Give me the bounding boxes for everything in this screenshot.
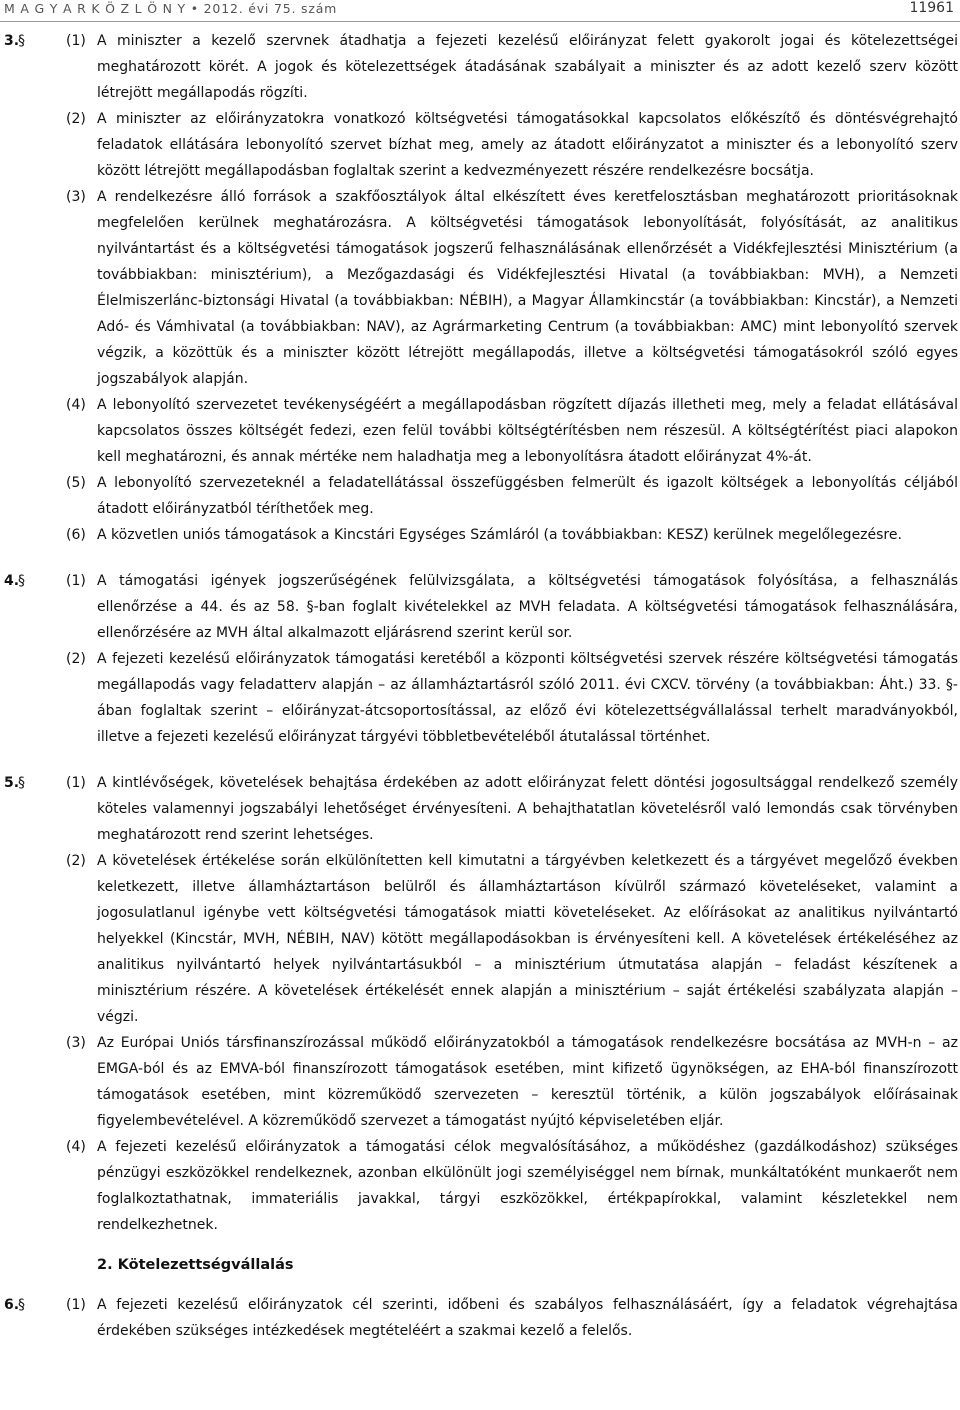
paragraph-number: (2)	[66, 853, 86, 869]
section-sign: §	[18, 775, 25, 791]
paragraph	[0, 392, 960, 470]
paragraph-number: (3)	[66, 1035, 86, 1051]
paragraph	[0, 522, 960, 548]
section-gap	[0, 548, 960, 568]
chapter-heading: 2. Kötelezettségvállalás	[97, 1257, 294, 1273]
paragraph-number: (1)	[66, 33, 86, 49]
paragraph	[0, 1134, 960, 1238]
paragraph	[0, 568, 960, 646]
paragraph-number: (1)	[66, 573, 86, 589]
paragraph-number: (6)	[66, 527, 86, 543]
paragraph-text: A követelések értékelése során elkülönítetten kell kimutatni a tárgyévben keletkezett és a tárgyévet megelőző években keletkezett, illetve államháztartáson belülről és államháztartáson kívülről származó követeléseket, valamint a jogosulatlanul igénybe vett költségvetési támogatások miatti követeléseket. Az előírásokat az analitikus nyilvántartó helyekkel (Kincstár, MVH, NÉBIH, NAV) kötött megállapodásokban is érvényesíteni kell. A követelések értékeléséhez az analitikus nyilvántartó helyek nyilvántartásukból – a minisztérium útmutatása alapján – feladást készítenek a minisztérium részére. A követelések értékelését ennek alapján a minisztérium – saját értékelési szabályzata alapján – végzi.	[97, 853, 958, 1025]
paragraph	[0, 770, 960, 848]
paragraph-number: (3)	[66, 189, 86, 205]
paragraph-number: (1)	[66, 775, 86, 791]
section-5	[0, 770, 960, 1238]
paragraph-text: A fejezeti kezelésű előirányzatok a támogatási célok megvalósításához, a működéshez (gazdálkodáshoz) szükséges pénzügyi eszközökkel rendelkeznek, azonban elkülönült jogi személyiséggel nem bírnak, munkáltatóként munkaerőt nem foglalkoztathatnak, immateriális javakkal, tárgyi eszközökkel, értékpapírokkal, valamint készletekkel nem rendelkezhetnek.	[97, 1139, 958, 1233]
paragraph-text: Az Európai Uniós társfinanszírozással működő előirányzatokból a támogatások rendelkezésre bocsátása az MVH-n – az EMGA-ból és az EMVA-ból finanszírozott támogatások esetében, mint kifizető ügynökségen, az EHA-ból finanszírozott támogatások esetében, mint közreműködő szervezeten – keresztül történik, a külön jogszabályok előírásainak figyelembevételével. A közreműködő szervezet a támogatást nyújtó képviseletében eljár.	[97, 1035, 958, 1129]
paragraph-text: A fejezeti kezelésű előirányzatok támogatási keretéből a központi költségvetési szervek részére költségvetési támogatás megállapodás vagy feladatterv alapján – az államháztartásról szóló 2011. évi CXCV. törvény (a továbbiakban: Áht.) 33. §-ában foglaltak szerint – előirányzat-átcsoportosítással, az előző évi kötelezettségvállalással terhelt maradványokból, illetve a fejezeti kezelésű előirányzat tárgyévi többletbevételéből átutalással történhet.	[97, 651, 958, 745]
page-number: 11961	[909, 0, 954, 16]
section-number: 5.	[4, 775, 20, 791]
paragraph-number: (1)	[66, 1297, 86, 1313]
paragraph-text: A kintlévőségek, követelések behajtása érdekében az adott előirányzat felett döntési jogosultsággal rendelkező személy köteles valamennyi jogszabályi lehetőséget érvényesíteni. A behajthatatlan követelésről való lemondás csak törvényben meghatározott rend szerint lehetséges.	[97, 775, 958, 843]
paragraph-text: A rendelkezésre álló források a szakfőosztályok által elkészített éves keretfelosztásban meghatározott prioritásoknak megfelelően kerülnek meghatározásra. A költségvetési támogatások lebonyolítását, folyósítását, az analitikus nyilvántartást és a költségvetési támogatások jogszerű felhasználásának ellenőrzését a Vidékfejlesztési Minisztérium (a továbbiakban: minisztérium), a Mezőgazdasági és Vidékfejlesztési Hivatal (a továbbiakban: MVH), a Nemzeti Élelmiszerlánc-biztonsági Hivatal (a továbbiakban: NÉBIH), a Magyar Államkincstár (a továbbiakban: Kincstár), a Nemzeti Adó- és Vámhivatal (a továbbiakban: NAV), az Agrármarketing Centrum (a továbbiakban: AMC) mint lebonyolító szervek végzik, a közöttük és a miniszter között létrejött megállapodás, illetve a költségvetési támogatásokról szóló egyes jogszabályok alapján.	[97, 189, 958, 387]
paragraph-number: (4)	[66, 1139, 86, 1155]
paragraph-text: A támogatási igények jogszerűségének felülvizsgálata, a költségvetési támogatások folyósítása, a felhasználás ellenőrzése a 44. és az 58. §-ban foglalt kivételekkel az MVH feladata. A költségvetési támogatások felhasználására, ellenőrzésére az MVH által alkalmazott eljárásrend szerint kerül sor.	[97, 573, 958, 641]
paragraph-text: A miniszter a kezelő szervnek átadhatja a fejezeti kezelésű előirányzat felett gyakorolt jogai és kötelezettségei meghatározott körét. A jogok és kötelezettségek átadásának szabályait a miniszter és az adott kezelő szerv között létrejött megállapodás rögzíti.	[97, 33, 958, 101]
section-3	[0, 28, 960, 548]
section-6	[0, 1292, 960, 1344]
paragraph	[0, 470, 960, 522]
paragraph-text: A lebonyolító szervezetet tevékenységéért a megállapodásban rögzített díjazás illetheti meg, mely a feladat ellátásával kapcsolatos összes költségét fedezi, ezen felül további költségtérítésben nem részesül. A költségtérítést piaci alapokon kell meghatározni, és annak mértéke nem haladhatja meg a lebonyolításra átadott előirányzat 4%-át.	[97, 397, 958, 465]
document-body	[0, 28, 960, 1344]
section-sign: §	[18, 33, 25, 49]
page-header	[0, 0, 960, 22]
paragraph	[0, 106, 960, 184]
paragraph	[0, 28, 960, 106]
header-rule	[0, 21, 960, 22]
paragraph	[0, 646, 960, 750]
paragraph	[0, 1030, 960, 1134]
paragraph-number: (2)	[66, 111, 86, 127]
section-number: 3.	[4, 33, 20, 49]
paragraph-number: (4)	[66, 397, 86, 413]
paragraph-text: A fejezeti kezelésű előirányzatok cél szerinti, időbeni és szabályos felhasználásáért, így a feladatok végrehajtása érdekében szükséges intézkedések megtételéért a szakmai kezelő a felelős.	[97, 1297, 958, 1339]
section-4	[0, 568, 960, 750]
paragraph-number: (2)	[66, 651, 86, 667]
section-sign: §	[18, 573, 25, 589]
section-sign: §	[18, 1297, 25, 1313]
paragraph	[0, 1292, 960, 1344]
paragraph-number: (5)	[66, 475, 86, 491]
section-number: 6.	[4, 1297, 20, 1313]
journal-title: M A G Y A R K Ö Z L Ö N Y • 2012. évi 75. szám	[4, 1, 338, 16]
paragraph	[0, 848, 960, 1030]
paragraph-text: A közvetlen uniós támogatások a Kincstári Egységes Számláról (a továbbiakban: KESZ) kerülnek megelőlegezésre.	[97, 527, 902, 543]
paragraph-text: A lebonyolító szervezeteknél a feladatellátással összefüggésben felmerült és igazolt költségek a lebonyolítás céljából átadott előirányzatból téríthetőek meg.	[97, 475, 958, 517]
section-number: 4.	[4, 573, 20, 589]
paragraph-text: A miniszter az előirányzatokra vonatkozó költségvetési támogatásokkal kapcsolatos előkészítő és döntésvégrehajtó feladatok ellátására lebonyolító szervet bízhat meg, amely az átadott előirányzatot a miniszter és a lebonyolító szerv között létrejött megállapodásban foglaltak szerint a kedvezményezett részére rendelkezésre bocsátja.	[97, 111, 958, 179]
paragraph	[0, 184, 960, 392]
section-gap	[0, 750, 960, 770]
